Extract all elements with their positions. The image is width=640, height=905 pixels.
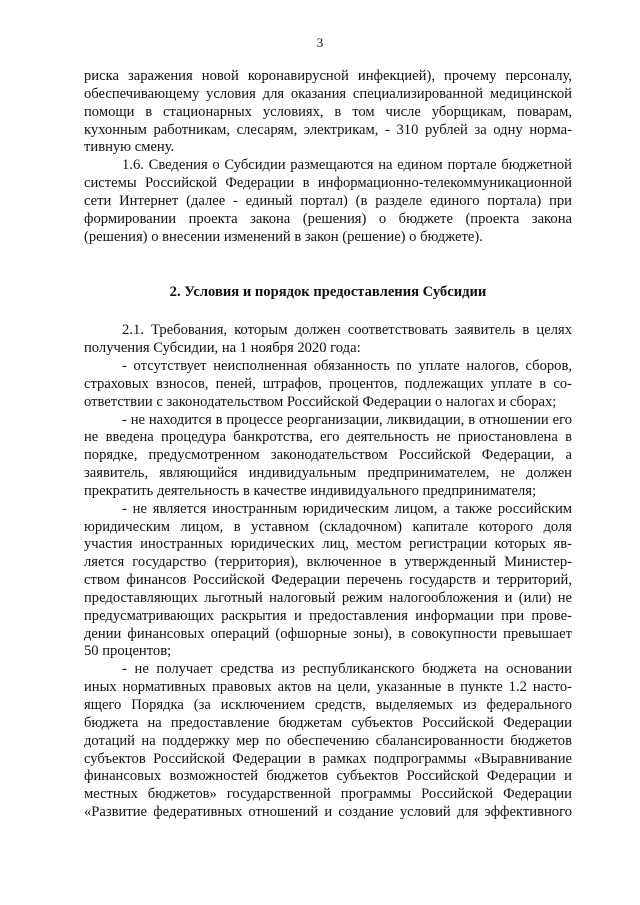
document-body	[84, 68, 572, 822]
requirement-taxes: - отсутствует неисполненная обязанность по уплате налогов, сборов, страховых взносов, пеней, штрафов, процентов, подлежащих уплате в соответствии с законодательством Российской Федерации о налогах и сборах;	[84, 357, 572, 410]
paragraph-2-1: 2.1. Требования, которым должен соответствовать заявитель в целях получения Субсидии, на 1 ноября 2020 года:	[84, 322, 572, 357]
requirement-foreign-entity: - не является иностранным юридическим лицом, а также российским юридическим лицом, в уставном (складочном) капитале которого доля участия иностранных юридических лиц, местом регистрации которых является государство (территория), включенное в утвержденный Министерством финансов Российской Федерации перечень государств и территорий, предоставляющих льготный налоговый режим налогообложения и (или) не предусматривающих раскрытия и предоставления информации при проведении финансовых операций (офшорные зоны), в совокупности превышает 50 процентов;	[84, 500, 572, 660]
requirement-budget-funds: - не получает средства из республиканского бюджета на основании иных нормативных правовых актов на цели, указанные в пункте 1.2 настоящего Порядка (за исключением средств, выделяемых из федерального бюджета на предоставление бюджетам субъектов Российской Федерации дотаций на поддержку мер по обеспечению сбалансированности бюджетов субъектов Российской Федерации в рамках подпрограммы «Выравнивание финансовых возможностей бюджетов субъектов Российской Федерации и местных бюджетов» государственной программы Российской Федерации «Развитие федеративных отношений и создание условий для эффективного	[84, 661, 572, 821]
section-heading: 2. Условия и порядок предоставления Субсидии	[169, 284, 487, 301]
requirement-reorganization: - не находится в процессе реорганизации, ликвидации, в отношении его не введена процедура банкротства, его деятельность не приостановлена в порядке, предусмотренном законодательством Российской Федерации, а заявитель, являющийся индивидуальным предпринимателем, не должен прекратить деятельность в качестве индивидуального предпринимателя;	[84, 411, 572, 499]
paragraph-1-6: 1.6. Сведения о Субсидии размещаются на едином портале бюджетной системы Российской Федерации в информационно-телекоммуникационной сети Интернет (далее - единый портал) (в разделе единого портала) при формировании проекта закона (решения) о бюджете (проекта закона (решения) о внесении изменений в закон (решение) о бюджете).	[84, 157, 572, 245]
paragraph-continuation: риска заражения новой коронавирусной инфекцией), прочему персоналу, обеспечивающему условия для оказания специализированной медицинской помощи в стационарных условиях, в том числе уборщикам, поварам, кухонным работникам, слесарям, электрикам, - 310 рублей за одну нормативную смену.	[84, 68, 572, 156]
page-number: 3	[316, 35, 324, 50]
